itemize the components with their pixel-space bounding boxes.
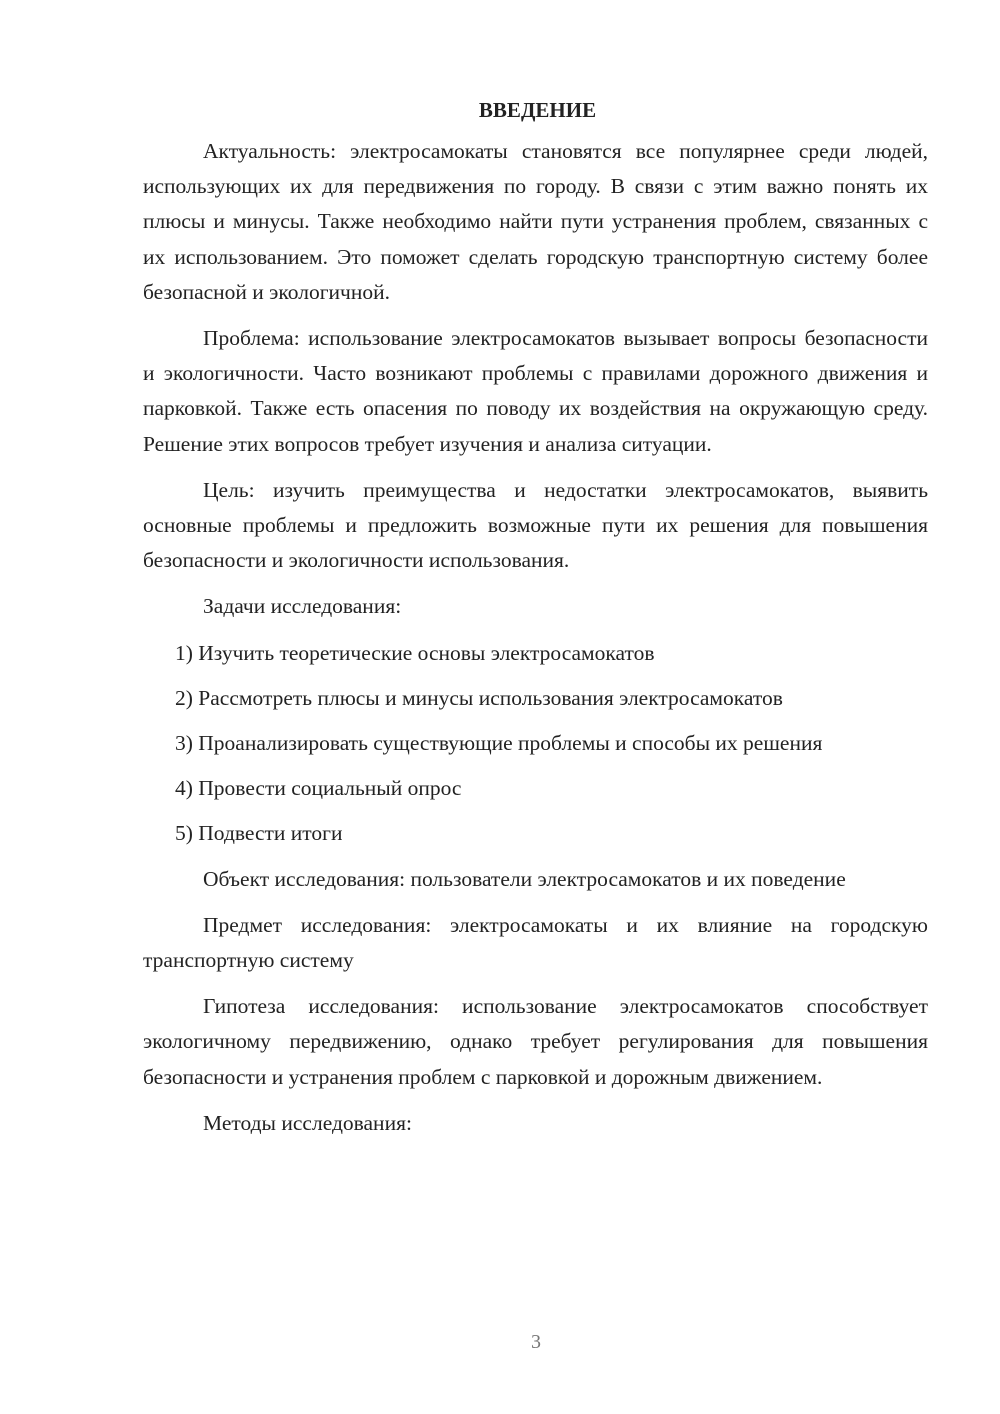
page-content — [143, 92, 928, 1152]
tasks-title: Задачи исследования: — [203, 594, 402, 619]
list-item: 5) Подвести итоги — [175, 821, 343, 846]
problem-paragraph: Проблема: использование электросамокатов вызывает вопросы безопасности и экологичности. Часто возникают проблемы с правилами дорожного движения и парковкой. Также есть опасения по поводу их воздействия на окружающую среду. Решение этих вопросов требует изучения и анализа ситуации. — [143, 326, 928, 456]
list-item: 1) Изучить теоретические основы электросамокатов — [175, 640, 655, 665]
tasks-list — [143, 636, 928, 852]
methods-title: Методы исследования: — [203, 1110, 412, 1135]
goal-paragraph: Цель: изучить преимущества и недостатки электросамокатов, выявить основные проблемы и предложить возможные пути их решения для повышения безопасности и экологичности использования. — [143, 477, 928, 573]
hypothesis-paragraph: Гипотеза исследования: использование электросамокатов способствует экологичному передвижению, однако требует регулирования для повышения безопасности и устранения проблем с парковкой и дорожным движением. — [143, 994, 928, 1089]
object-paragraph: Объект исследования: пользователи электросамокатов и их поведение — [203, 866, 846, 891]
page-number: 3 — [531, 1331, 541, 1353]
subject-paragraph: Предмет исследования: электросамокаты и их влияние на городскую транспортную систему — [143, 912, 928, 973]
list-item: 4) Провести социальный опрос — [175, 776, 462, 801]
section-heading: ВВЕДЕНИЕ — [478, 98, 597, 122]
relevance-paragraph: Актуальность: электросамокаты становятся все популярнее среди людей, использующих их для передвижения по городу. В связи с этим важно понять их плюсы и минусы. Также необходимо найти пути устранения проблем, связанных с их использованием. Это поможет сделать городскую транспортную систему более безопасной и экологичной. — [143, 139, 928, 304]
list-item: 2) Рассмотреть плюсы и минусы использования электросамокатов — [175, 685, 783, 710]
list-item: 3) Проанализировать существующие проблемы и способы их решения — [175, 731, 823, 756]
